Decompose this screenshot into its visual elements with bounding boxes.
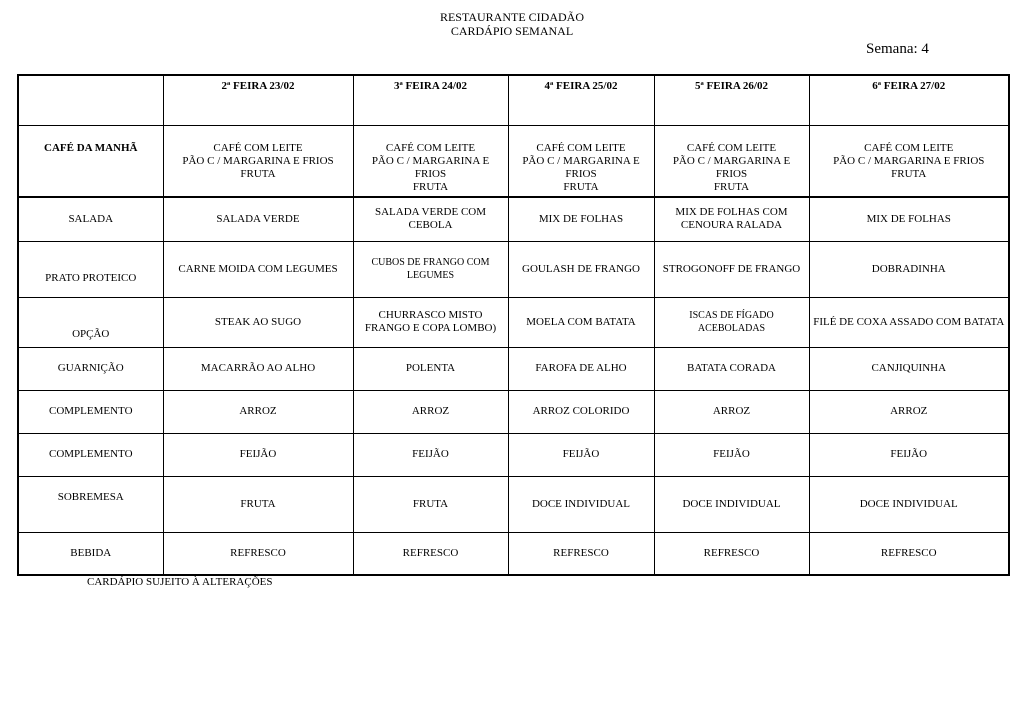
menu-cell: FEIJÃO (508, 433, 654, 476)
cell-line: FRIOS (414, 167, 447, 180)
cell-line: CAFÉ COM LEITE (864, 141, 954, 154)
row-label: PRATO PROTEICO (18, 241, 163, 297)
menu-cell: DOBRADINHA (809, 241, 1009, 297)
menu-cell: BATATA CORADA (654, 347, 809, 390)
menu-cell: FEIJÃO (654, 433, 809, 476)
menu-cell: ISCAS DE FÍGADO ACEBOLADAS (654, 297, 809, 347)
weekly-menu-table (17, 74, 1010, 576)
row-label: OPÇÃO (18, 297, 163, 347)
row-label: SALADA (18, 197, 163, 241)
menu-cell: SALADA VERDE (163, 197, 353, 241)
menu-cell: DOCE INDIVIDUAL (809, 476, 1009, 532)
menu-cell (809, 125, 1009, 197)
menu-cell (508, 125, 654, 197)
breakfast-row (18, 125, 1009, 197)
menu-cell: REFRESCO (163, 532, 353, 575)
menu-cell: FILÉ DE COXA ASSADO COM BATATA (809, 297, 1009, 347)
menu-cell: FRUTA (163, 476, 353, 532)
cell-line: CAFÉ COM LEITE (213, 141, 303, 154)
cell-line: CAFÉ COM LEITE (385, 141, 476, 154)
cell-line: PÃO C / MARGARINA E (672, 154, 791, 167)
cell-line: FRUTA (412, 180, 449, 193)
menu-cell: REFRESCO (508, 532, 654, 575)
menu-cell: CHURRASCO MISTO FRANGO E COPA LOMBO) (353, 297, 508, 347)
menu-cell: POLENTA (353, 347, 508, 390)
row-label: CAFÉ DA MANHÃ (18, 125, 163, 197)
menu-cell: MIX DE FOLHAS COM CENOURA RALADA (654, 197, 809, 241)
day-header: 4ª FEIRA 25/02 (508, 75, 654, 125)
menu-cell: REFRESCO (809, 532, 1009, 575)
menu-cell: CUBOS DE FRANGO COM LEGUMES (353, 241, 508, 297)
menu-cell: STROGONOFF DE FRANGO (654, 241, 809, 297)
menu-cell (163, 125, 353, 197)
cell-line: FRUTA (891, 167, 927, 180)
menu-cell: MIX DE FOLHAS (508, 197, 654, 241)
menu-cell: ARROZ (163, 390, 353, 433)
row-label: COMPLEMENTO (18, 433, 163, 476)
day-header: 2ª FEIRA 23/02 (163, 75, 353, 125)
cell-line: FRIOS (565, 167, 597, 180)
menu-cell: FAROFA DE ALHO (508, 347, 654, 390)
menu-cell: CARNE MOIDA COM LEGUMES (163, 241, 353, 297)
menu-cell: CANJIQUINHA (809, 347, 1009, 390)
menu-cell: FEIJÃO (809, 433, 1009, 476)
menu-cell: ARROZ (809, 390, 1009, 433)
menu-row (18, 347, 1009, 390)
row-label: SOBREMESA (18, 476, 163, 532)
corner-cell (18, 75, 163, 125)
menu-row (18, 476, 1009, 532)
menu-cell (353, 125, 508, 197)
menu-cell: REFRESCO (353, 532, 508, 575)
menu-row (18, 297, 1009, 347)
menu-cell (654, 125, 809, 197)
day-header: 6ª FEIRA 27/02 (809, 75, 1009, 125)
cell-line: CAFÉ COM LEITE (686, 141, 777, 154)
menu-cell: ARROZ (654, 390, 809, 433)
cell-line: PÃO C / MARGARINA E (371, 154, 490, 167)
menu-cell: DOCE INDIVIDUAL (654, 476, 809, 532)
menu-cell: FRUTA (353, 476, 508, 532)
menu-row (18, 433, 1009, 476)
day-header: 5ª FEIRA 26/02 (654, 75, 809, 125)
menu-row (18, 532, 1009, 575)
menu-cell: MACARRÃO AO ALHO (163, 347, 353, 390)
cell-line: CAFÉ COM LEITE (536, 141, 626, 154)
menu-row (18, 390, 1009, 433)
restaurant-name: RESTAURANTE CIDADÃO (439, 10, 585, 24)
menu-cell: REFRESCO (654, 532, 809, 575)
cell-line: FRUTA (713, 180, 750, 193)
cell-line: FRUTA (563, 180, 599, 193)
day-header-row (18, 75, 1009, 125)
row-label: COMPLEMENTO (18, 390, 163, 433)
cell-line: PÃO C / MARGARINA E FRIOS (833, 154, 985, 167)
cell-line: FRIOS (715, 167, 748, 180)
menu-cell: ARROZ COLORIDO (508, 390, 654, 433)
menu-cell: FEIJÃO (353, 433, 508, 476)
menu-subtitle: CARDÁPIO SEMANAL (450, 24, 574, 38)
footer-note: CARDÁPIO SUJEITO À ALTERAÇÕES (87, 576, 273, 588)
menu-row (18, 197, 1009, 241)
menu-row (18, 241, 1009, 297)
menu-cell: ARROZ (353, 390, 508, 433)
cell-line: FRUTA (240, 167, 276, 180)
menu-cell: SALADA VERDE COM CEBOLA (353, 197, 508, 241)
cell-line: PÃO C / MARGARINA E FRIOS (182, 154, 334, 167)
week-number: Semana: 4 (866, 41, 929, 57)
menu-cell: FEIJÃO (163, 433, 353, 476)
row-label: GUARNIÇÃO (18, 347, 163, 390)
menu-cell: DOCE INDIVIDUAL (508, 476, 654, 532)
menu-cell: MIX DE FOLHAS (809, 197, 1009, 241)
cell-line: PÃO C / MARGARINA E (522, 154, 640, 167)
row-label: BEBIDA (18, 532, 163, 575)
menu-cell: STEAK AO SUGO (163, 297, 353, 347)
day-header: 3ª FEIRA 24/02 (353, 75, 508, 125)
menu-cell: GOULASH DE FRANGO (508, 241, 654, 297)
menu-cell: MOELA COM BATATA (508, 297, 654, 347)
